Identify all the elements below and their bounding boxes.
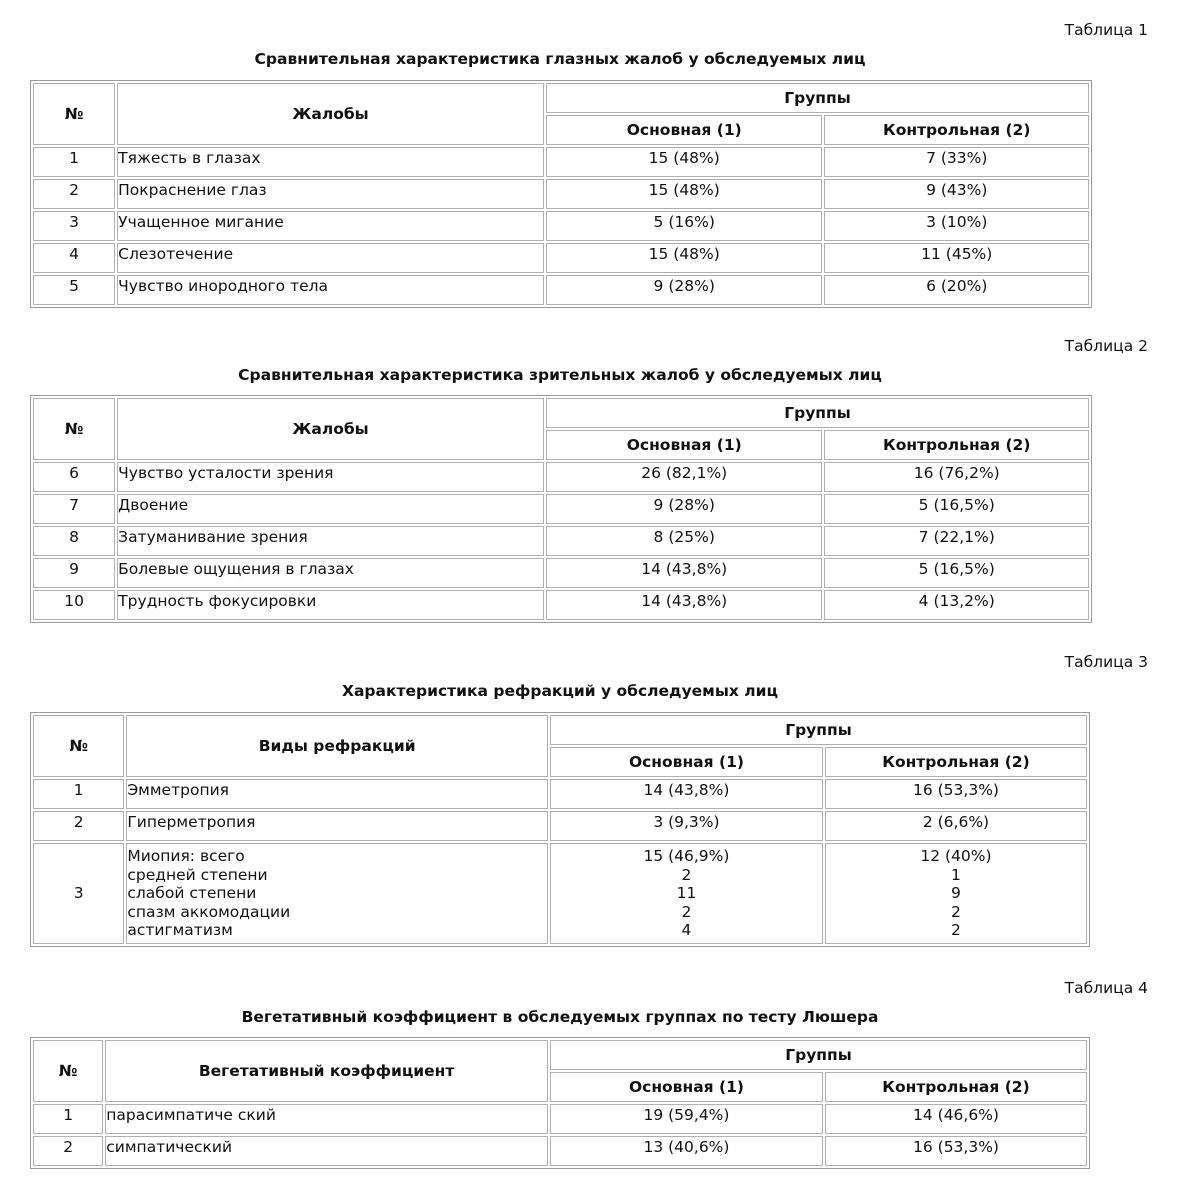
row-num: 9 bbox=[33, 558, 115, 588]
header-num: № bbox=[33, 398, 115, 460]
row-num: 1 bbox=[33, 1104, 103, 1134]
table-row bbox=[33, 779, 1087, 809]
row-main: 5 (16%) bbox=[546, 211, 823, 241]
header-item: Жалобы bbox=[117, 398, 544, 460]
row-item: Болевые ощущения в глазах bbox=[117, 558, 544, 588]
row-num: 2 bbox=[33, 811, 124, 841]
row-item: Слезотечение bbox=[117, 243, 544, 273]
header-item: Жалобы bbox=[117, 83, 544, 145]
myopia-items bbox=[126, 843, 548, 944]
row-num: 8 bbox=[33, 526, 115, 556]
table-2-title: Сравнительная характеристика зрительных жалоб у обследуемых лиц bbox=[238, 366, 882, 384]
header-control-group: Контрольная (2) bbox=[825, 1072, 1087, 1102]
row-num: 3 bbox=[33, 211, 115, 241]
row-item: парасимпатиче ский bbox=[105, 1104, 548, 1134]
header-main-group: Основная (1) bbox=[550, 1072, 823, 1102]
row-num: 7 bbox=[33, 494, 115, 524]
row-main: 3 (9,3%) bbox=[550, 811, 823, 841]
row-main: 15 (48%) bbox=[546, 243, 823, 273]
row-item: Эмметропия bbox=[126, 779, 548, 809]
header-num: № bbox=[33, 1040, 103, 1102]
row-control: 5 (16,5%) bbox=[824, 494, 1089, 524]
myopia-main-value: 2 bbox=[681, 865, 692, 884]
table-row bbox=[33, 1104, 1087, 1134]
header-control-group: Контрольная (2) bbox=[824, 430, 1089, 460]
row-control: 16 (53,3%) bbox=[825, 1136, 1087, 1166]
table-1 bbox=[30, 80, 1092, 308]
row-control: 4 (13,2%) bbox=[824, 590, 1089, 620]
row-main: 15 (48%) bbox=[546, 147, 823, 177]
header-groups: Группы bbox=[546, 83, 1089, 113]
table-row bbox=[33, 179, 1089, 209]
table-row bbox=[33, 811, 1087, 841]
myopia-main-value: 2 bbox=[681, 902, 692, 921]
table-2-number: Таблица 2 bbox=[1064, 337, 1148, 355]
myopia-item: слабой степени bbox=[127, 884, 257, 902]
row-control: 7 (33%) bbox=[824, 147, 1089, 177]
header-groups: Группы bbox=[550, 1040, 1087, 1070]
row-main: 26 (82,1%) bbox=[546, 462, 823, 492]
table-row-myopia bbox=[33, 843, 1087, 944]
myopia-control-value: 2 bbox=[951, 921, 961, 939]
header-main-group: Основная (1) bbox=[546, 430, 823, 460]
table-row bbox=[33, 1136, 1087, 1166]
table-4 bbox=[30, 1037, 1090, 1169]
myopia-control-value: 1 bbox=[951, 865, 961, 884]
row-item: Чувство инородного тела bbox=[117, 275, 544, 305]
myopia-control-value: 2 bbox=[951, 902, 961, 921]
table-row bbox=[33, 147, 1089, 177]
myopia-main-value: 15 (46,9%) bbox=[643, 847, 730, 865]
row-control: 16 (76,2%) bbox=[824, 462, 1089, 492]
row-control: 16 (53,3%) bbox=[825, 779, 1087, 809]
row-num: 6 bbox=[33, 462, 115, 492]
row-item: Затуманивание зрения bbox=[117, 526, 544, 556]
table-row bbox=[33, 211, 1089, 241]
table-row bbox=[33, 590, 1089, 620]
row-num: 3 bbox=[33, 843, 124, 944]
row-item: симпатический bbox=[105, 1136, 548, 1166]
row-num: 4 bbox=[33, 243, 115, 273]
row-main: 8 (25%) bbox=[546, 526, 823, 556]
row-num: 10 bbox=[33, 590, 115, 620]
row-main: 14 (43,8%) bbox=[546, 558, 823, 588]
myopia-control-values bbox=[825, 843, 1087, 944]
row-control: 14 (46,6%) bbox=[825, 1104, 1087, 1134]
row-control: 6 (20%) bbox=[824, 275, 1089, 305]
header-main-group: Основная (1) bbox=[550, 747, 823, 777]
row-main: 13 (40,6%) bbox=[550, 1136, 823, 1166]
header-item: Виды рефракций bbox=[126, 715, 548, 777]
myopia-control-value: 9 bbox=[951, 884, 961, 902]
row-main: 14 (43,8%) bbox=[550, 779, 823, 809]
row-num: 1 bbox=[33, 779, 124, 809]
myopia-main-value: 4 bbox=[681, 921, 692, 939]
row-control: 3 (10%) bbox=[824, 211, 1089, 241]
header-num: № bbox=[33, 83, 115, 145]
row-item: Учащенное мигание bbox=[117, 211, 544, 241]
table-1-title: Сравнительная характеристика глазных жалоб у обследуемых лиц bbox=[254, 50, 866, 68]
table-row bbox=[33, 243, 1089, 273]
row-num: 1 bbox=[33, 147, 115, 177]
header-num: № bbox=[33, 715, 124, 777]
table-2 bbox=[30, 395, 1092, 623]
header-control-group: Контрольная (2) bbox=[824, 115, 1089, 145]
table-1-number: Таблица 1 bbox=[1064, 21, 1148, 39]
myopia-control-value: 12 (40%) bbox=[920, 847, 992, 865]
row-main: 15 (48%) bbox=[546, 179, 823, 209]
row-item: Покраснение глаз bbox=[117, 179, 544, 209]
header-item: Вегетативный коэффициент bbox=[105, 1040, 548, 1102]
row-num: 5 bbox=[33, 275, 115, 305]
row-item: Двоение bbox=[117, 494, 544, 524]
row-num: 2 bbox=[33, 179, 115, 209]
row-control: 5 (16,5%) bbox=[824, 558, 1089, 588]
myopia-item: астигматизм bbox=[127, 921, 233, 939]
row-item: Гиперметропия bbox=[126, 811, 548, 841]
row-item: Тяжесть в глазах bbox=[117, 147, 544, 177]
myopia-main-value: 11 bbox=[676, 884, 697, 902]
table-row bbox=[33, 558, 1089, 588]
table-4-number: Таблица 4 bbox=[1064, 979, 1148, 997]
header-control-group: Контрольная (2) bbox=[825, 747, 1087, 777]
header-groups: Группы bbox=[550, 715, 1087, 745]
table-3 bbox=[30, 712, 1090, 947]
myopia-item: Миопия: всего bbox=[127, 847, 245, 865]
header-main-group: Основная (1) bbox=[546, 115, 823, 145]
table-row bbox=[33, 275, 1089, 305]
row-main: 9 (28%) bbox=[546, 494, 823, 524]
table-3-number: Таблица 3 bbox=[1064, 653, 1148, 671]
myopia-item: средней степени bbox=[127, 865, 268, 884]
myopia-main-values bbox=[550, 843, 823, 944]
row-main: 14 (43,8%) bbox=[546, 590, 823, 620]
row-control: 2 (6,6%) bbox=[825, 811, 1087, 841]
row-main: 9 (28%) bbox=[546, 275, 823, 305]
table-row bbox=[33, 526, 1089, 556]
row-control: 7 (22,1%) bbox=[824, 526, 1089, 556]
row-item: Чувство усталости зрения bbox=[117, 462, 544, 492]
row-control: 9 (43%) bbox=[824, 179, 1089, 209]
table-4-title: Вегетативный коэффициент в обследуемых группах по тесту Люшера bbox=[241, 1008, 879, 1026]
row-main: 19 (59,4%) bbox=[550, 1104, 823, 1134]
table-row bbox=[33, 494, 1089, 524]
myopia-item: спазм аккомодации bbox=[127, 902, 291, 921]
table-3-title: Характеристика рефракций у обследуемых лиц bbox=[342, 682, 778, 700]
header-groups: Группы bbox=[546, 398, 1089, 428]
row-item: Трудность фокусировки bbox=[117, 590, 544, 620]
row-control: 11 (45%) bbox=[824, 243, 1089, 273]
row-num: 2 bbox=[33, 1136, 103, 1166]
table-row bbox=[33, 462, 1089, 492]
